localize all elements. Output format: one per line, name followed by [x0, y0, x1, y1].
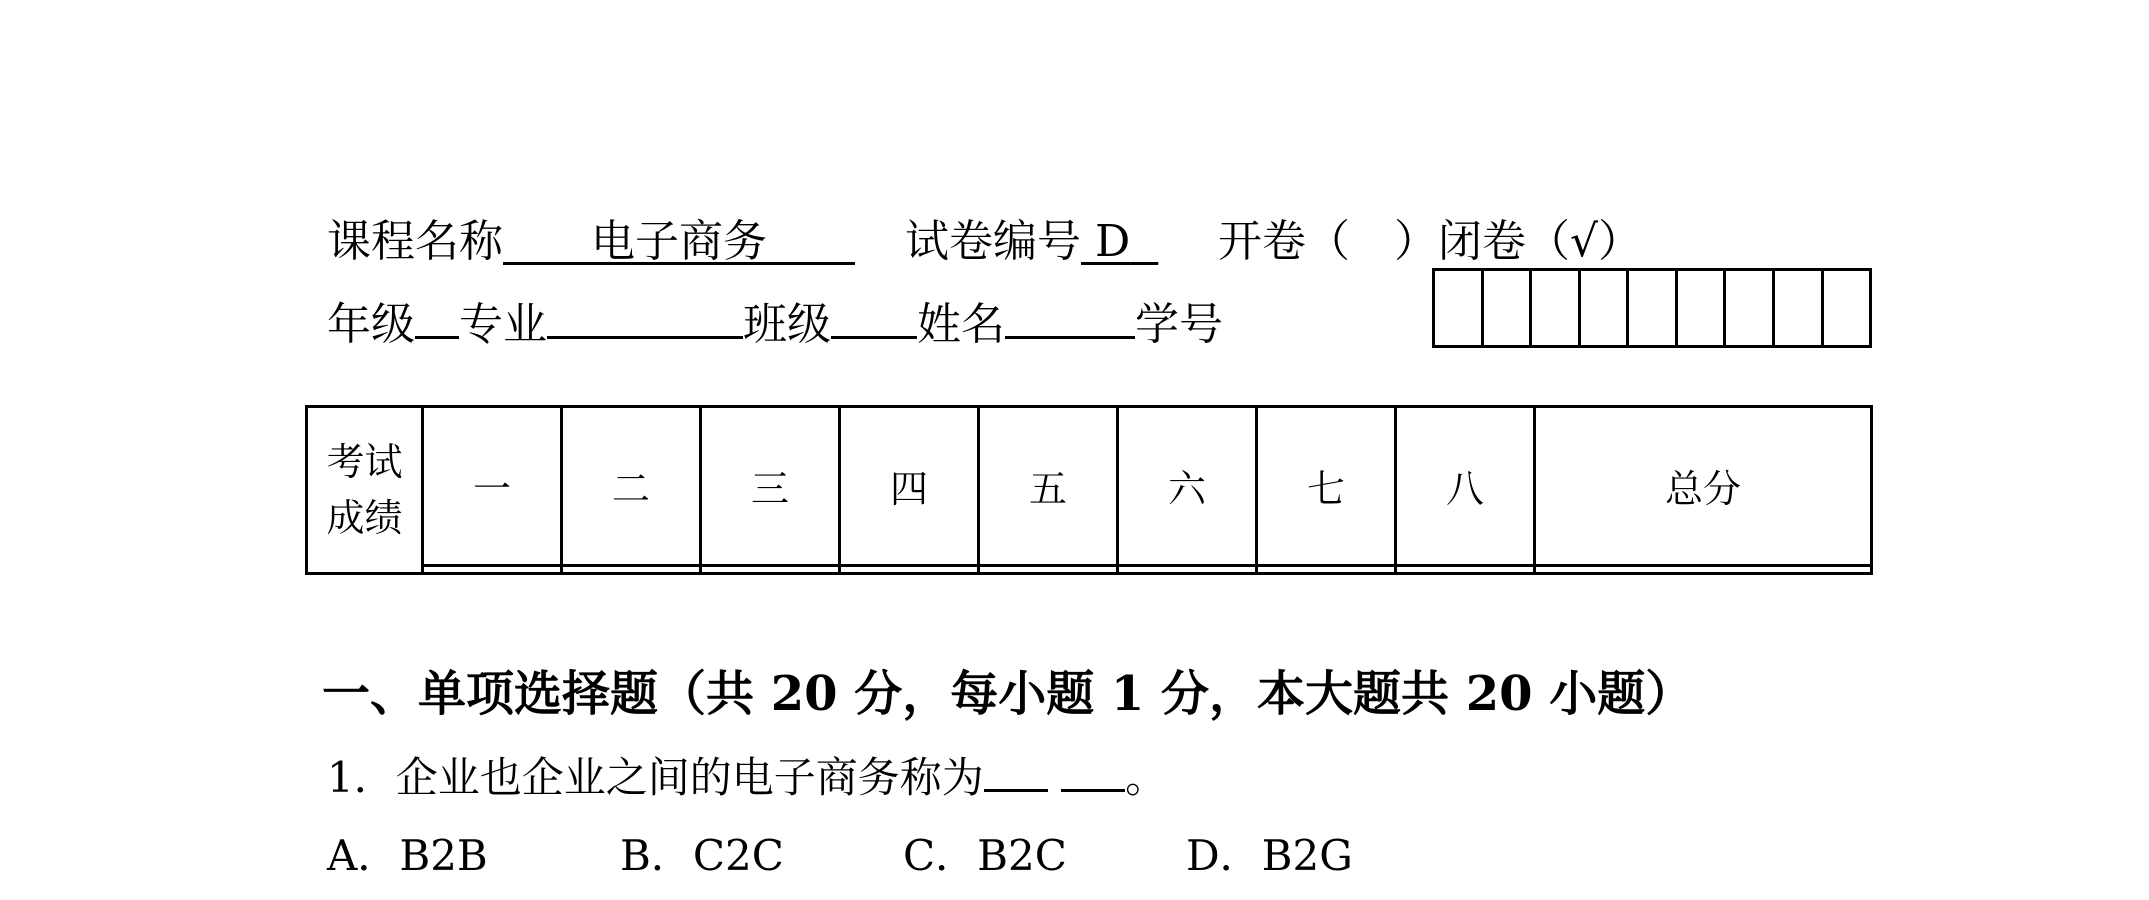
student-number-box[interactable]: [1532, 271, 1581, 345]
option-b[interactable]: B．C2C: [620, 831, 784, 880]
book-type: [1218, 216, 1642, 268]
score-column-header: 三: [701, 407, 840, 566]
course-label: 课程名称: [327, 216, 503, 267]
class-label: 班级: [743, 299, 831, 350]
header-line-1: [327, 216, 855, 268]
score-column-header: 七: [1257, 407, 1396, 566]
section-title: 一、单项选择题（共 20 分，每小题 1 分，本大题共 20 小题）: [322, 666, 1694, 722]
name-blank[interactable]: [1005, 296, 1135, 339]
option-d[interactable]: D．B2G: [1186, 831, 1353, 880]
question-1-stem: [327, 745, 1167, 805]
student-number-box[interactable]: [1484, 271, 1533, 345]
score-cell[interactable]: [423, 565, 562, 573]
major-label: 专业: [459, 299, 547, 350]
option-a[interactable]: A．B2B: [327, 831, 488, 880]
score-column-header: 八: [1396, 407, 1535, 566]
open-book-option: 开卷（ ）: [1218, 216, 1438, 267]
student-number-box[interactable]: [1629, 271, 1678, 345]
paper-no-label: 试卷编号: [905, 216, 1081, 267]
name-label: 姓名: [917, 299, 1005, 350]
score-cell[interactable]: [1257, 565, 1396, 573]
score-cell[interactable]: [1118, 565, 1257, 573]
score-cell[interactable]: [701, 565, 840, 573]
score-column-header: 五: [979, 407, 1118, 566]
student-no-label: 学号: [1135, 299, 1223, 350]
student-number-box[interactable]: [1678, 271, 1727, 345]
major-blank[interactable]: [547, 296, 743, 339]
grade-label: 年级: [327, 299, 415, 350]
score-column-header: 二: [562, 407, 701, 566]
answer-blank-part2[interactable]: [1061, 749, 1125, 792]
course-value: [503, 216, 855, 267]
grade-blank[interactable]: [415, 296, 459, 339]
student-number-box[interactable]: [1824, 271, 1870, 345]
score-cell-total[interactable]: [1535, 565, 1872, 573]
class-blank[interactable]: [831, 296, 917, 339]
paper-number: [905, 216, 1158, 268]
score-cell[interactable]: [562, 565, 701, 573]
score-table: [305, 405, 1873, 575]
score-row-label-line1: 考试: [326, 440, 403, 484]
option-c[interactable]: C．B2C: [903, 831, 1067, 880]
score-row-label: [307, 407, 423, 574]
course-value-text: 电子商务: [591, 216, 767, 267]
score-column-header: 一: [423, 407, 562, 566]
score-header-row: [307, 407, 1872, 566]
question-1-text: 1．企业也企业之间的电子商务称为: [327, 753, 984, 802]
answer-blank-part1[interactable]: [984, 749, 1048, 792]
student-number-box[interactable]: [1775, 271, 1824, 345]
closed-book-option: 闭卷（√）: [1438, 216, 1643, 267]
score-cell[interactable]: [840, 565, 979, 573]
paper-no-value-text: D: [1095, 216, 1131, 267]
score-row-label-line2: 成绩: [326, 496, 403, 540]
question-1-period: 。: [1125, 753, 1168, 802]
student-number-box[interactable]: [1435, 271, 1484, 345]
paper-no-value: [1081, 216, 1158, 267]
score-cell[interactable]: [979, 565, 1118, 573]
student-number-boxes[interactable]: [1432, 268, 1872, 348]
score-value-row: [307, 565, 1872, 573]
student-number-box[interactable]: [1726, 271, 1775, 345]
student-number-box[interactable]: [1581, 271, 1630, 345]
score-column-header-total: 总分: [1535, 407, 1872, 566]
score-column-header: 六: [1118, 407, 1257, 566]
score-column-header: 四: [840, 407, 979, 566]
header-line-2: [327, 296, 1223, 351]
score-cell[interactable]: [1396, 565, 1535, 573]
